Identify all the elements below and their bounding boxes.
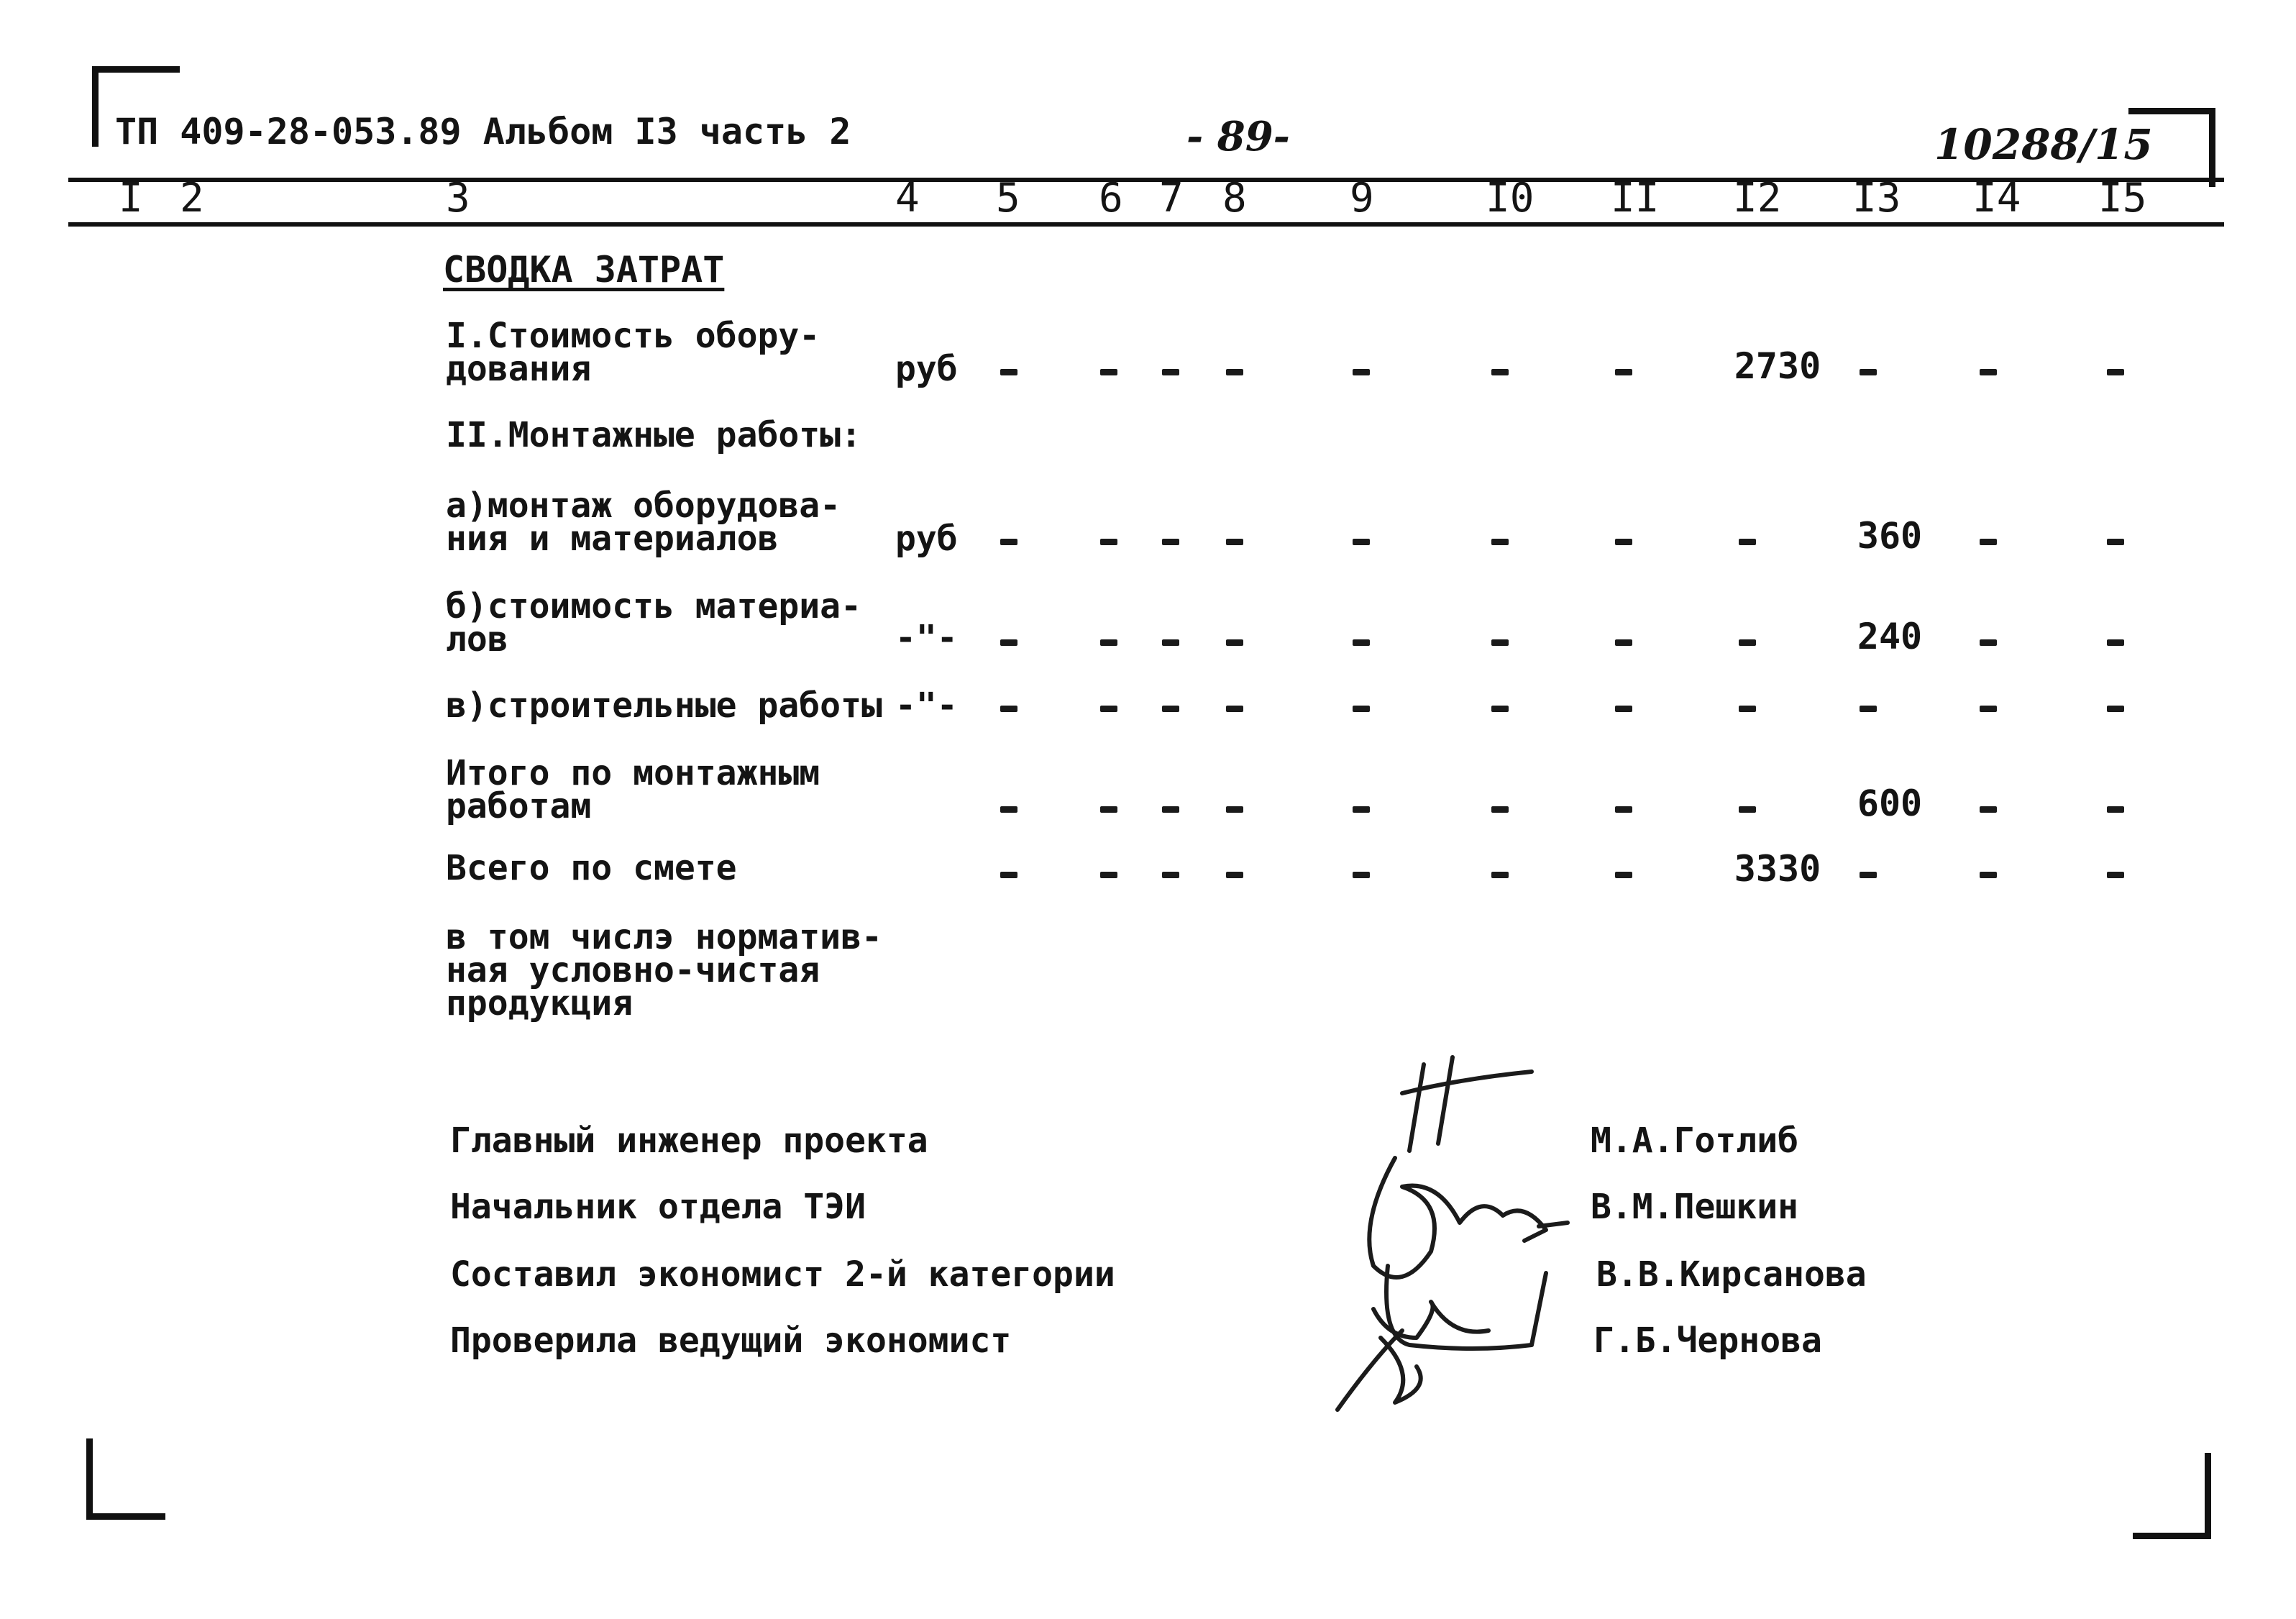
row-label-line: I.Стоимость обору-: [446, 316, 820, 356]
cell-dash: [1491, 539, 1509, 545]
column-number-15: I5: [2098, 175, 2147, 222]
row-label-net-product: [446, 917, 882, 1023]
signatory-role-chief-engineer: Главный инженер проекта: [450, 1121, 928, 1161]
cell-dash: [1353, 639, 1370, 646]
row-unit: -"-: [895, 618, 958, 658]
cell-dash: [1226, 539, 1243, 545]
cell-dash: [1615, 369, 1632, 375]
cell-dash: [1353, 706, 1370, 712]
row-label-line: в том числэ норматив-: [446, 917, 882, 957]
document-reference: ТП 409-28-053.89 Альбом I3 часть 2: [115, 111, 851, 152]
row-label-equipment: [446, 316, 820, 389]
cell-dash: [1739, 539, 1756, 545]
cell-dash: [1739, 639, 1756, 646]
column-number-1: I: [119, 175, 143, 222]
column-number-13: I3: [1852, 175, 1901, 222]
cell-dash: [1100, 639, 1117, 646]
cell-dash: [1000, 872, 1017, 878]
corner-mark-top-right-horizontal: [2128, 108, 2215, 114]
column-number-7: 7: [1159, 175, 1184, 222]
cell-dash: [1162, 872, 1179, 878]
cell-dash: [1860, 706, 1877, 712]
cell-dash: [1980, 369, 1997, 375]
cell-dash: [1226, 706, 1243, 712]
cell-dash: [1353, 872, 1370, 878]
cell-dash: [1100, 806, 1117, 813]
cell-dash: [1739, 706, 1756, 712]
cell-dash: [1000, 539, 1017, 545]
cell-dash: [1000, 806, 1017, 813]
cell-dash: [1980, 872, 1997, 878]
section-title: СВОДКА ЗАТРАТ: [443, 249, 725, 291]
column-number-11: II: [1611, 175, 1660, 222]
row-label-line: Итого по монтажным: [446, 753, 820, 793]
cell-value: 360: [1857, 515, 1923, 557]
handwritten-signatures: [1316, 1036, 1618, 1424]
cell-dash: [1100, 369, 1117, 375]
cell-dash: [1615, 872, 1632, 878]
cell-dash: [1980, 539, 1997, 545]
cell-value: 240: [1857, 616, 1923, 657]
row-label-line: ная условно-чистая: [446, 950, 820, 990]
row-label-installation-equipment: [446, 485, 841, 559]
cell-dash: [1615, 706, 1632, 712]
cell-dash: [1162, 806, 1179, 813]
cell-value: 2730: [1734, 345, 1821, 387]
column-number-14: I4: [1972, 175, 2021, 222]
signature-stroke-1: [1402, 1057, 1532, 1151]
cell-value: 3330: [1734, 848, 1821, 890]
cell-dash: [1000, 706, 1017, 712]
cell-dash: [1491, 872, 1509, 878]
cell-dash: [2107, 806, 2124, 813]
corner-mark-top-right-vertical: [2209, 108, 2215, 187]
cell-dash: [2107, 539, 2124, 545]
cell-dash: [1162, 539, 1179, 545]
cell-value: 600: [1857, 783, 1923, 824]
column-number-12: I2: [1733, 175, 1782, 222]
cell-dash: [1226, 872, 1243, 878]
column-number-8: 8: [1222, 175, 1247, 222]
row-unit: -"-: [895, 685, 958, 726]
page-number: - 89-: [1186, 113, 1290, 160]
signature-stroke-2: [1369, 1158, 1546, 1277]
column-number-10: I0: [1486, 175, 1535, 222]
column-number-5: 5: [996, 175, 1020, 222]
cell-dash: [1226, 806, 1243, 813]
row-unit: руб: [895, 349, 958, 389]
row-label-line: а)монтаж оборудова-: [446, 485, 841, 526]
cell-dash: [1226, 639, 1243, 646]
cell-dash: [1100, 539, 1117, 545]
cell-dash: [2107, 872, 2124, 878]
cell-dash: [1739, 806, 1756, 813]
row-label-materials-cost: [446, 586, 861, 660]
signatory-role-department-head: Начальник отдела ТЭИ: [450, 1187, 866, 1227]
cell-dash: [1100, 706, 1117, 712]
cell-dash: [1353, 539, 1370, 545]
cell-dash: [1980, 639, 1997, 646]
signatory-role-compiler: Составил экономист 2-й категории: [450, 1254, 1115, 1295]
cell-dash: [2107, 369, 2124, 375]
corner-mark-bottom-right-vertical: [2205, 1453, 2211, 1539]
signatory-name-compiler: В.В.Кирсанова: [1596, 1254, 1867, 1295]
signatory-name-chief-engineer: М.А.Готлиб: [1591, 1121, 1798, 1161]
cell-dash: [1860, 872, 1877, 878]
signatory-role-checker: Проверила ведущий экономист: [450, 1321, 1012, 1361]
cell-dash: [1980, 706, 1997, 712]
column-number-2: 2: [180, 175, 204, 222]
cell-dash: [2107, 639, 2124, 646]
row-label-line: ния и материалов: [446, 519, 779, 559]
cell-dash: [1100, 872, 1117, 878]
row-label-line: работам: [446, 786, 592, 826]
column-number-3: 3: [446, 175, 470, 222]
row-label-construction: в)строительные работы: [446, 685, 882, 726]
row-label-installation-header: II.Монтажные работы:: [446, 415, 861, 455]
row-label-line: б)стоимость материа-: [446, 586, 861, 626]
cell-dash: [1000, 639, 1017, 646]
inventory-number: 10288/15: [1934, 120, 2153, 169]
row-label-line: продукция: [446, 983, 634, 1023]
cell-dash: [1980, 806, 1997, 813]
cell-dash: [1162, 706, 1179, 712]
cell-dash: [1860, 369, 1877, 375]
cell-dash: [1615, 806, 1632, 813]
cell-dash: [1491, 639, 1509, 646]
signatory-name-department-head: В.М.Пешкин: [1591, 1187, 1798, 1227]
column-number-9: 9: [1350, 175, 1374, 222]
row-unit: руб: [895, 519, 958, 559]
corner-mark-top-left-vertical: [92, 66, 99, 147]
cell-dash: [1353, 806, 1370, 813]
cell-dash: [1491, 706, 1509, 712]
cell-dash: [1615, 639, 1632, 646]
corner-mark-top-left-horizontal: [92, 66, 180, 73]
row-label-line: дования: [446, 349, 592, 389]
signatory-name-checker: Г.Б.Чернова: [1593, 1321, 1822, 1361]
cell-dash: [1491, 806, 1509, 813]
column-number-6: 6: [1099, 175, 1123, 222]
corner-mark-bottom-left-horizontal: [86, 1513, 165, 1520]
cell-dash: [1000, 369, 1017, 375]
cell-dash: [1162, 639, 1179, 646]
column-number-4: 4: [895, 175, 920, 222]
cell-dash: [1226, 369, 1243, 375]
row-label-estimate-total: Всего по смете: [446, 848, 737, 888]
cell-dash: [1491, 369, 1509, 375]
corner-mark-bottom-right-horizontal: [2133, 1533, 2211, 1539]
corner-mark-bottom-left-vertical: [86, 1438, 93, 1519]
cell-dash: [1353, 369, 1370, 375]
column-header-bottom-rule: [68, 222, 2224, 227]
cell-dash: [1162, 369, 1179, 375]
cell-dash: [1615, 539, 1632, 545]
row-label-installation-total: [446, 753, 820, 826]
cell-dash: [2107, 706, 2124, 712]
row-label-line: лов: [446, 619, 508, 660]
